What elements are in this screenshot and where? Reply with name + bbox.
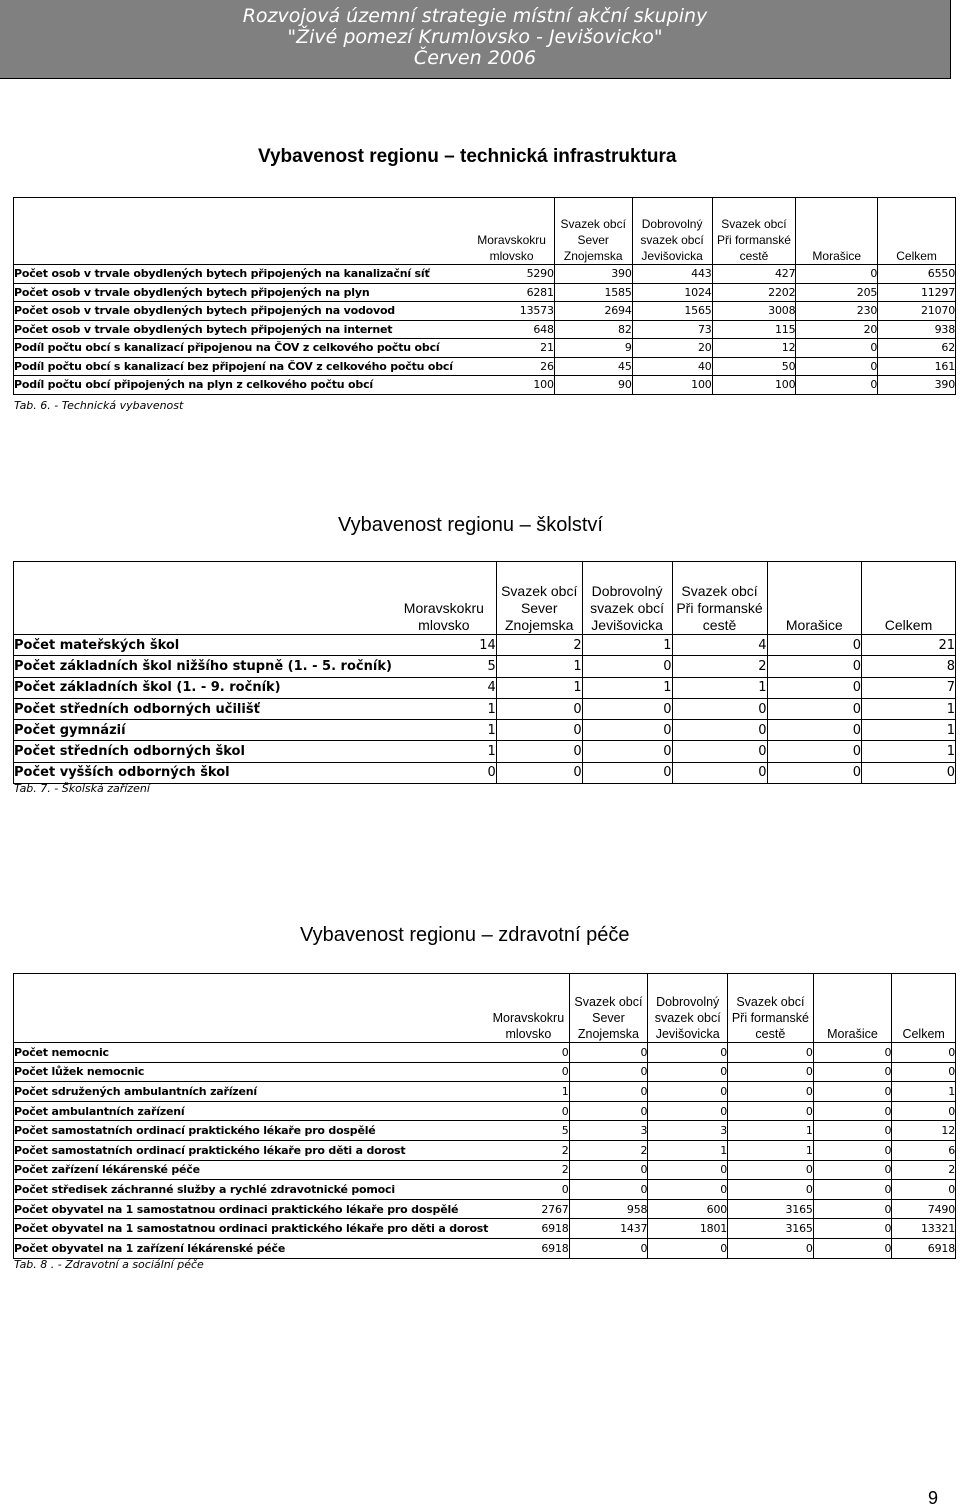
value-cell: 62 (878, 339, 956, 358)
value-cell: 0 (582, 720, 672, 741)
table-row (14, 302, 956, 321)
value-cell: 0 (767, 677, 862, 698)
value-cell: 1 (862, 698, 956, 719)
value-cell: 0 (813, 1160, 892, 1180)
value-cell: 13573 (469, 302, 554, 321)
table-row (14, 635, 956, 656)
column-header: Celkem (878, 198, 956, 265)
value-cell: 0 (813, 1082, 892, 1102)
value-cell: 45 (554, 357, 632, 376)
value-cell: 7490 (892, 1199, 956, 1219)
table1-caption: Tab. 6. - Technická vybavenost (14, 399, 184, 412)
value-cell: 1 (496, 656, 582, 677)
value-cell: 0 (488, 1101, 569, 1121)
value-cell: 0 (767, 741, 862, 762)
value-cell: 6918 (488, 1238, 569, 1258)
value-cell: 0 (813, 1043, 892, 1063)
column-header: Morašice (767, 562, 862, 635)
value-cell: 0 (728, 1101, 814, 1121)
value-cell: 1585 (554, 283, 632, 302)
value-cell: 0 (892, 1043, 956, 1063)
value-cell: 0 (796, 339, 878, 358)
value-cell: 21 (469, 339, 554, 358)
value-cell: 13321 (892, 1219, 956, 1239)
value-cell: 26 (469, 357, 554, 376)
value-cell: 2 (488, 1140, 569, 1160)
value-cell: 0 (892, 1180, 956, 1200)
value-cell: 0 (767, 720, 862, 741)
value-cell: 0 (569, 1180, 648, 1200)
row-label: Počet sdružených ambulantních zařízení (14, 1082, 489, 1102)
table3-title: Vybavenost regionu – zdravotní péče (300, 924, 630, 946)
column-header: Svazek obcí Při formanské cestě (672, 562, 767, 635)
value-cell: 5290 (469, 265, 554, 284)
column-header: Svazek obcí Sever Znojemska (496, 562, 582, 635)
column-header: Moravskokru mlovsko (488, 974, 569, 1043)
value-cell: 0 (728, 1082, 814, 1102)
value-cell: 12 (892, 1121, 956, 1141)
value-cell: 9 (554, 339, 632, 358)
value-cell: 600 (648, 1199, 728, 1219)
value-cell: 0 (728, 1180, 814, 1200)
column-header: Svazek obcí Sever Znojemska (569, 974, 648, 1043)
value-cell: 1 (672, 677, 767, 698)
value-cell: 0 (767, 698, 862, 719)
value-cell: 2 (892, 1160, 956, 1180)
header-line-2: "Živé pomezí Krumlovsko - Jevišovicko" (287, 26, 663, 48)
value-cell: 938 (878, 320, 956, 339)
value-cell: 1 (728, 1140, 814, 1160)
value-cell: 0 (672, 762, 767, 783)
value-cell: 20 (796, 320, 878, 339)
column-header: Celkem (892, 974, 956, 1043)
value-cell: 1024 (632, 283, 712, 302)
value-cell: 0 (813, 1062, 892, 1082)
value-cell: 2767 (488, 1199, 569, 1219)
value-cell: 1801 (648, 1219, 728, 1239)
value-cell: 6550 (878, 265, 956, 284)
column-header: Morašice (796, 198, 878, 265)
row-label: Počet gymnázií (14, 720, 392, 741)
value-cell: 0 (648, 1043, 728, 1063)
value-cell: 1 (496, 677, 582, 698)
document-header-banner (0, 0, 951, 79)
row-label: Počet obyvatel na 1 samostatnou ordinaci praktického lékaře pro dospělé (14, 1199, 489, 1219)
row-label: Podíl počtu obcí s kanalizací připojenou na ČOV z celkového počtu obcí (14, 339, 470, 358)
value-cell: 2 (488, 1160, 569, 1180)
column-header: Dobrovolný svazek obcí Jevišovicka (632, 198, 712, 265)
value-cell: 1 (728, 1121, 814, 1141)
table-row (14, 1043, 956, 1063)
value-cell: 73 (632, 320, 712, 339)
column-header: Celkem (862, 562, 956, 635)
table-row (14, 720, 956, 741)
value-cell: 0 (488, 1043, 569, 1063)
value-cell: 0 (813, 1219, 892, 1239)
value-cell: 0 (648, 1160, 728, 1180)
value-cell: 205 (796, 283, 878, 302)
table-row (14, 1121, 956, 1141)
row-label: Podíl počtu obcí připojených na plyn z celkového počtu obcí (14, 376, 470, 395)
value-cell: 0 (496, 698, 582, 719)
row-label: Počet nemocnic (14, 1043, 489, 1063)
value-cell: 0 (496, 741, 582, 762)
header-blank-cell (14, 974, 489, 1043)
value-cell: 0 (796, 265, 878, 284)
header-line-3: Červen 2006 (413, 47, 537, 69)
row-label: Počet obyvatel na 1 zařízení lékárenské péče (14, 1238, 489, 1258)
value-cell: 427 (712, 265, 796, 284)
column-header: Dobrovolný svazek obcí Jevišovicka (582, 562, 672, 635)
row-label: Počet vyšších odborných škol (14, 762, 392, 783)
table-row (14, 1199, 956, 1219)
value-cell: 161 (878, 357, 956, 376)
row-label: Počet ambulantních zařízení (14, 1101, 489, 1121)
value-cell: 0 (796, 357, 878, 376)
table3-caption: Tab. 8 . - Zdravotní a sociální péče (14, 1258, 204, 1271)
value-cell: 0 (569, 1062, 648, 1082)
row-label: Počet středních odborných škol (14, 741, 392, 762)
value-cell: 3165 (728, 1219, 814, 1239)
value-cell: 0 (569, 1101, 648, 1121)
row-label: Počet osob v trvale obydlených bytech připojených na vodovod (14, 302, 470, 321)
column-header: Morašice (813, 974, 892, 1043)
value-cell: 0 (767, 656, 862, 677)
value-cell: 0 (648, 1062, 728, 1082)
value-cell: 0 (672, 698, 767, 719)
value-cell: 0 (813, 1180, 892, 1200)
value-cell: 6 (892, 1140, 956, 1160)
value-cell: 1 (392, 741, 496, 762)
header-blank-cell (14, 562, 392, 635)
table-row (14, 1160, 956, 1180)
value-cell: 0 (813, 1238, 892, 1258)
value-cell: 82 (554, 320, 632, 339)
row-label: Počet základních škol nižšího stupně (1. - 5. ročník) (14, 656, 392, 677)
value-cell: 12 (712, 339, 796, 358)
table-row (14, 376, 956, 395)
value-cell: 0 (728, 1160, 814, 1180)
healthcare-table (13, 973, 956, 1259)
header-line-1: Rozvojová územní strategie místní akční skupiny (242, 5, 708, 27)
value-cell: 3165 (728, 1199, 814, 1219)
value-cell: 1 (582, 635, 672, 656)
value-cell: 0 (582, 656, 672, 677)
value-cell: 5 (488, 1121, 569, 1141)
value-cell: 0 (728, 1062, 814, 1082)
table-row (14, 320, 956, 339)
value-cell: 7 (862, 677, 956, 698)
value-cell: 1 (392, 698, 496, 719)
row-label: Počet osob v trvale obydlených bytech připojených na plyn (14, 283, 470, 302)
table2-caption: Tab. 7. - Školská zařízení (14, 782, 150, 795)
value-cell: 2694 (554, 302, 632, 321)
value-cell: 2 (569, 1140, 648, 1160)
value-cell: 90 (554, 376, 632, 395)
value-cell: 115 (712, 320, 796, 339)
value-cell: 0 (648, 1238, 728, 1258)
table-row (14, 357, 956, 376)
value-cell: 390 (878, 376, 956, 395)
value-cell: 0 (813, 1140, 892, 1160)
value-cell: 443 (632, 265, 712, 284)
value-cell: 2 (672, 656, 767, 677)
header-blank-cell (14, 198, 470, 265)
column-header: Svazek obcí Při formanské cestě (712, 198, 796, 265)
value-cell: 0 (648, 1082, 728, 1102)
value-cell: 0 (728, 1238, 814, 1258)
table-row (14, 1082, 956, 1102)
value-cell: 1 (862, 720, 956, 741)
value-cell: 14 (392, 635, 496, 656)
value-cell: 3 (569, 1121, 648, 1141)
table-row (14, 698, 956, 719)
value-cell: 40 (632, 357, 712, 376)
value-cell: 0 (488, 1062, 569, 1082)
value-cell: 0 (496, 762, 582, 783)
table2-title: Vybavenost regionu – školství (338, 514, 603, 536)
value-cell: 0 (569, 1160, 648, 1180)
value-cell: 3 (648, 1121, 728, 1141)
row-label: Podíl počtu obcí s kanalizací bez připojení na ČOV z celkového počtu obcí (14, 357, 470, 376)
table-row (14, 1140, 956, 1160)
value-cell: 0 (392, 762, 496, 783)
value-cell: 1 (582, 677, 672, 698)
value-cell: 1565 (632, 302, 712, 321)
value-cell: 3008 (712, 302, 796, 321)
value-cell: 100 (469, 376, 554, 395)
row-label: Počet osob v trvale obydlených bytech připojených na kanalizační síť (14, 265, 470, 284)
row-label: Počet základních škol (1. - 9. ročník) (14, 677, 392, 698)
table-row (14, 1180, 956, 1200)
page-number: 9 (928, 1488, 939, 1508)
column-header: Dobrovolný svazek obcí Jevišovicka (648, 974, 728, 1043)
row-label: Počet zařízení lékárenské péče (14, 1160, 489, 1180)
value-cell: 0 (892, 1062, 956, 1082)
value-cell: 1 (862, 741, 956, 762)
value-cell: 390 (554, 265, 632, 284)
value-cell: 0 (582, 741, 672, 762)
table-row (14, 339, 956, 358)
value-cell: 8 (862, 656, 956, 677)
value-cell: 0 (862, 762, 956, 783)
value-cell: 0 (813, 1101, 892, 1121)
value-cell: 1437 (569, 1219, 648, 1239)
value-cell: 0 (813, 1121, 892, 1141)
column-header: Svazek obcí Při formanské cestě (728, 974, 814, 1043)
value-cell: 0 (728, 1043, 814, 1063)
value-cell: 0 (892, 1101, 956, 1121)
table-row (14, 1219, 956, 1239)
table-row (14, 283, 956, 302)
value-cell: 5 (392, 656, 496, 677)
table-row (14, 265, 956, 284)
value-cell: 1 (488, 1082, 569, 1102)
value-cell: 6918 (488, 1219, 569, 1239)
value-cell: 21 (862, 635, 956, 656)
value-cell: 0 (496, 720, 582, 741)
value-cell: 0 (488, 1180, 569, 1200)
value-cell: 0 (796, 376, 878, 395)
column-header: Moravskokru mlovsko (469, 198, 554, 265)
value-cell: 100 (632, 376, 712, 395)
technical-infrastructure-table (13, 197, 956, 395)
value-cell: 648 (469, 320, 554, 339)
table-row (14, 656, 956, 677)
column-header: Svazek obcí Sever Znojemska (554, 198, 632, 265)
value-cell: 0 (813, 1199, 892, 1219)
value-cell: 0 (582, 698, 672, 719)
row-label: Počet středních odborných učilišť (14, 698, 392, 719)
table-row (14, 1062, 956, 1082)
table1-title: Vybavenost regionu – technická infrastruktura (258, 146, 677, 167)
value-cell: 958 (569, 1199, 648, 1219)
value-cell: 4 (672, 635, 767, 656)
table-row (14, 741, 956, 762)
row-label: Počet středisek záchranné služby a rychlé zdravotnické pomoci (14, 1180, 489, 1200)
table-row (14, 1238, 956, 1258)
value-cell: 0 (569, 1238, 648, 1258)
row-label: Počet lůžek nemocnic (14, 1062, 489, 1082)
value-cell: 6281 (469, 283, 554, 302)
value-cell: 2202 (712, 283, 796, 302)
value-cell: 0 (648, 1101, 728, 1121)
column-header: Moravskokru mlovsko (392, 562, 496, 635)
value-cell: 0 (582, 762, 672, 783)
value-cell: 4 (392, 677, 496, 698)
value-cell: 1 (392, 720, 496, 741)
value-cell: 6918 (892, 1238, 956, 1258)
row-label: Počet osob v trvale obydlených bytech připojených na internet (14, 320, 470, 339)
value-cell: 0 (767, 635, 862, 656)
row-label: Počet mateřských škol (14, 635, 392, 656)
value-cell: 21070 (878, 302, 956, 321)
education-table (13, 561, 956, 784)
table-row (14, 1101, 956, 1121)
table-row (14, 762, 956, 783)
row-label: Počet samostatních ordinací praktického lékaře pro děti a dorost (14, 1140, 489, 1160)
value-cell: 0 (648, 1180, 728, 1200)
row-label: Počet samostatních ordinací praktického lékaře pro dospělé (14, 1121, 489, 1141)
value-cell: 2 (496, 635, 582, 656)
value-cell: 0 (672, 741, 767, 762)
value-cell: 100 (712, 376, 796, 395)
table-row (14, 677, 956, 698)
value-cell: 11297 (878, 283, 956, 302)
value-cell: 0 (672, 720, 767, 741)
value-cell: 0 (767, 762, 862, 783)
row-label: Počet obyvatel na 1 samostatnou ordinaci praktického lékaře pro děti a dorost (14, 1219, 489, 1239)
value-cell: 1 (892, 1082, 956, 1102)
value-cell: 1 (648, 1140, 728, 1160)
value-cell: 230 (796, 302, 878, 321)
value-cell: 0 (569, 1043, 648, 1063)
value-cell: 50 (712, 357, 796, 376)
value-cell: 0 (569, 1082, 648, 1102)
value-cell: 20 (632, 339, 712, 358)
